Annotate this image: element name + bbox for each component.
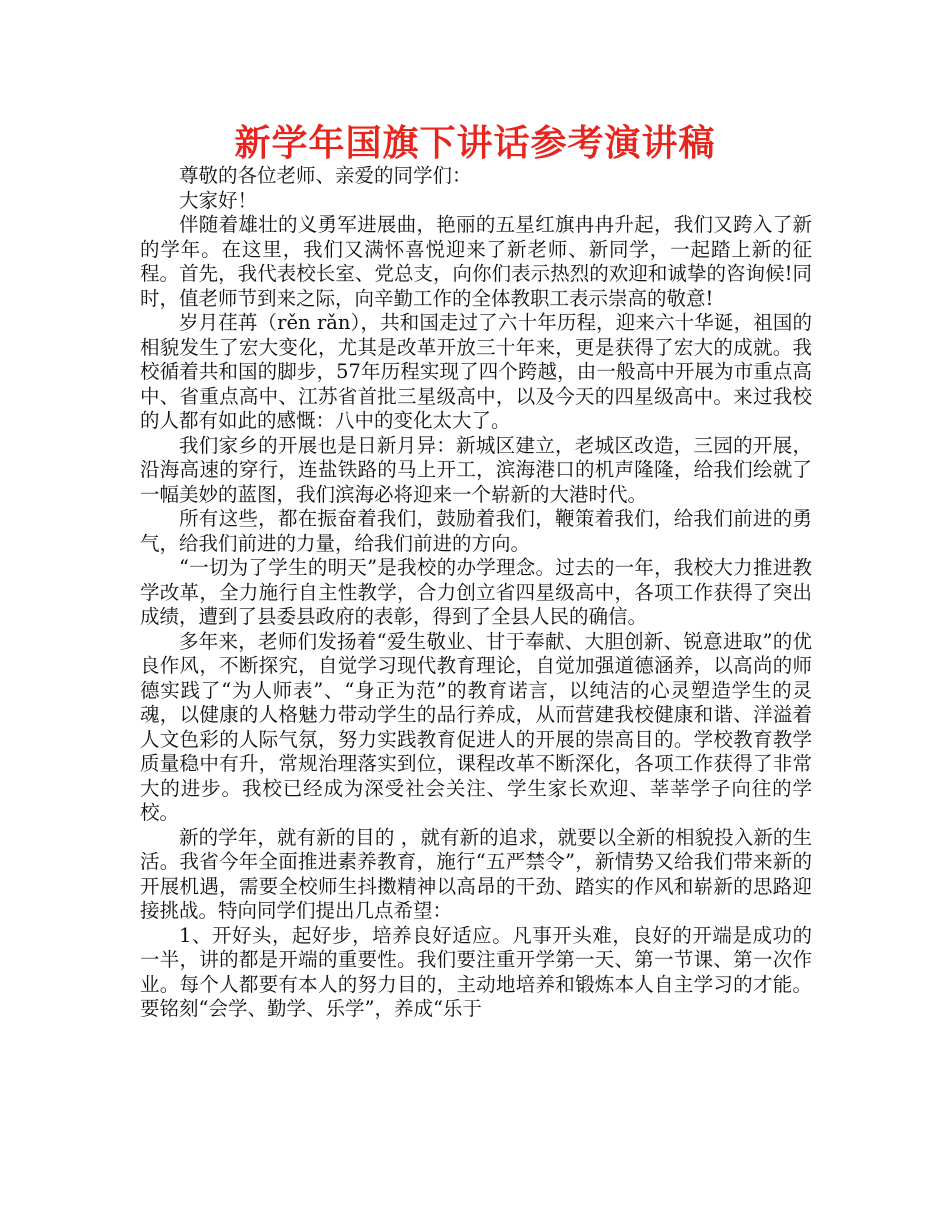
paragraph: 1、开好头，起好步，培养良好适应。凡事开头难，良好的开端是成功的一半，讲的都是开端的重要性。我们要注重开学第一天、第一节课、第一次作业。每个人都要有本人的努力目的，主动地培养和锻炼本人自主学习的才能。要铭刻“会学、勤学、乐学”，养成“乐于 <box>140 923 812 1020</box>
paragraph: 新的学年，就有新的目的 ，就有新的追求，就要以全新的相貌投入新的生活。我省今年全面推进素养教育，施行“五严禁令”，新情势又给我们带来新的开展机遇，需要全校师生抖擞精神以高昂的干劲、踏实的作风和崭新的思路迎接挑战。特向同学们提出几点希望： <box>140 825 812 922</box>
paragraph: 伴随着雄壮的义勇军进展曲，艳丽的五星红旗冉冉升起，我们又跨入了新的学年。在这里，我们又满怀喜悦迎来了新老师、新同学，一起踏上新的征程。首先，我代表校长室、党总支，向你们表示热烈的欢迎和诚挚的咨询候!同时，值老师节到来之际，向辛勤工作的全体教职工表示崇高的敬意! <box>140 213 812 310</box>
document-title: 新学年国旗下讲话参考演讲稿 <box>234 123 716 164</box>
paragraph: 多年来，老师们发扬着“爱生敬业、甘于奉献、大胆创新、锐意进取”的优良作风，不断探究，自觉学习现代教育理论，自觉加强道德涵养，以高尚的师德实践了“为人师表”、“身正为范”的教育诺言，以纯洁的心灵塑造学生的灵魂，以健康的人格魅力带动学生的品行养成，从而营建我校健康和谐、洋溢着人文色彩的人际气氛，努力实践教育促进人的开展的崇高目的。学校教育教学质量稳中有升，常规治理落实到位，课程改革不断深化，各项工作获得了非常大的进步。我校已经成为深受社会关注、学生家长欢迎、莘莘学子向往的学校。 <box>140 629 812 824</box>
document-body <box>140 164 812 1022</box>
paragraph: 岁月荏苒（rěn rǎn），共和国走过了六十年历程，迎来六十华诞，祖国的相貌发生了宏大变化，尤其是改革开放三十年来，更是获得了宏大的成就。我校循着共和国的脚步，57年历程实现了四个跨越，由一般高中开展为市重点高中、省重点高中、江苏省首批三星级高中，以及今天的四星级高中。来过我校的人都有如此的感慨：八中的变化太大了。 <box>140 311 812 432</box>
paragraph: “一切为了学生的明天”是我校的办学理念。过去的一年，我校大力推进教学改革，全力施行自主性教学，合力创立省四星级高中，各项工作获得了突出成绩，遭到了县委县政府的表彰，得到了全县人民的确信。 <box>140 556 812 628</box>
paragraph: 我们家乡的开展也是日新月异：新城区建立，老城区改造，三园的开展，沿海高速的穿行，连盐铁路的马上开工，滨海港口的机声隆隆，给我们绘就了一幅美妙的蓝图，我们滨海必将迎来一个崭新的大港时代。 <box>140 433 812 506</box>
salutation: 尊敬的各位老师、亲爱的同学们： <box>179 164 472 187</box>
greeting: 大家好！ <box>179 188 258 212</box>
paragraph: 所有这些，都在振奋着我们，鼓励着我们，鞭策着我们，给我们前进的勇气，给我们前进的力量，给我们前进的方向。 <box>140 507 812 555</box>
